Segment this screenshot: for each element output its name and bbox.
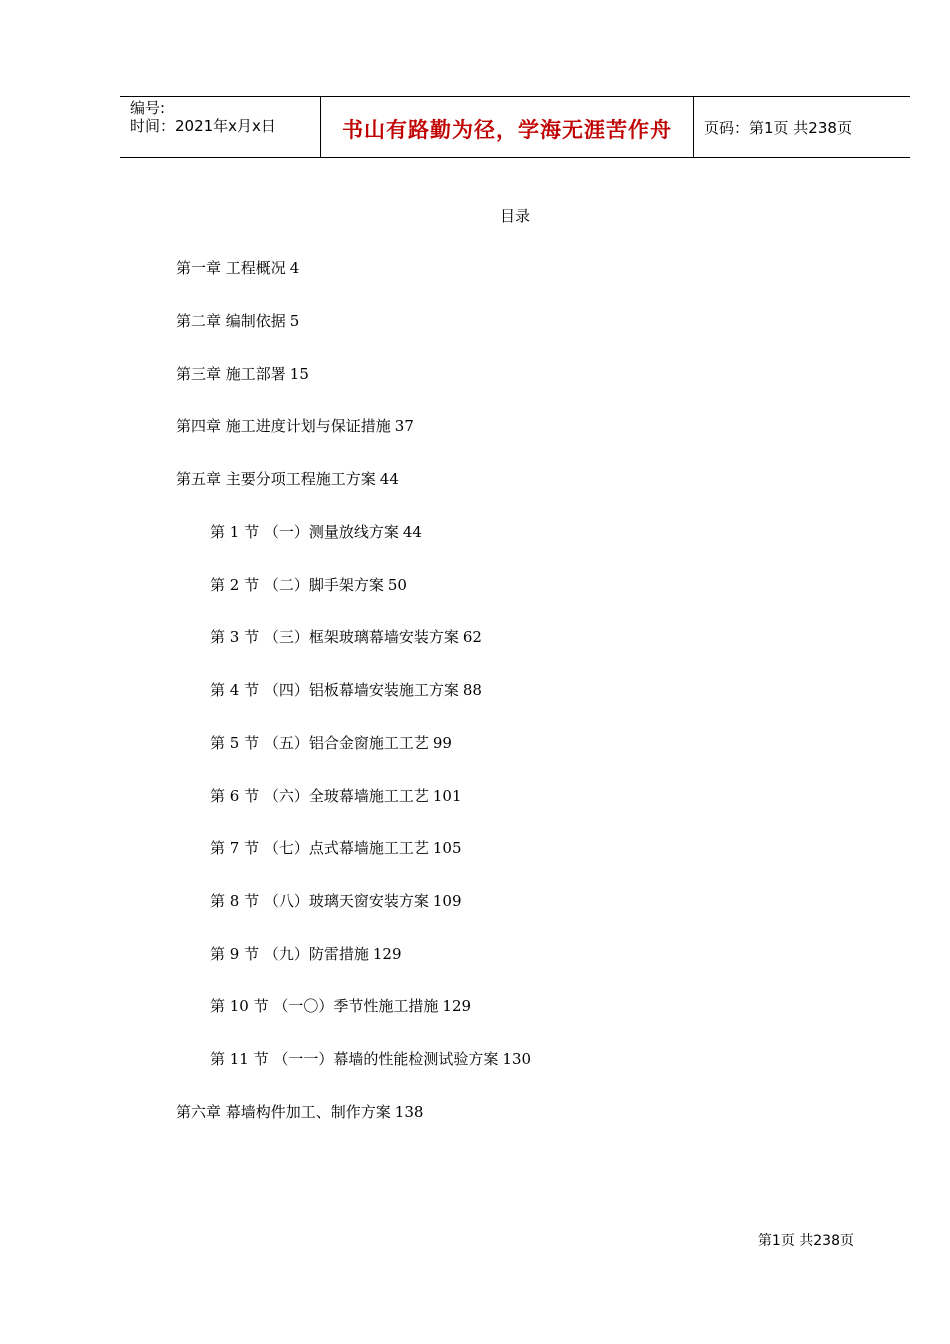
toc-entry-label: 第二章 编制依据 (176, 312, 286, 330)
header-page-cell (694, 97, 910, 157)
toc-entry-page: 4 (289, 259, 300, 277)
toc-entry-page: 50 (387, 576, 407, 594)
toc-entry-label: 第 11 节 （一一）幕墙的性能检测试验方案 (210, 1050, 499, 1068)
toc-entry-label: 第五章 主要分项工程施工方案 (176, 470, 376, 488)
toc-entry-label: 第 9 节 （九）防雷措施 (210, 945, 369, 963)
toc-title: 目录 (499, 207, 530, 225)
toc-entry-label: 第六章 幕墙构件加工、制作方案 (176, 1103, 391, 1121)
document-header (120, 96, 910, 158)
header-motto: 书山有路勤为径，学海无涯苦作舟 (342, 118, 672, 142)
toc-entry-page: 109 (432, 892, 462, 910)
toc-entry-page: 88 (462, 681, 482, 699)
toc-entry-label: 第 10 节 （一〇）季节性施工措施 (210, 997, 439, 1015)
toc-entry-page: 44 (379, 470, 399, 488)
header-page-label: 页码：第1页 共238页 (704, 119, 852, 137)
toc-entry-label: 第 6 节 （六）全玻幕墙施工工艺 (210, 787, 429, 805)
header-motto-cell (321, 97, 694, 157)
toc-entry-page: 130 (502, 1050, 532, 1068)
header-meta-cell (120, 97, 321, 157)
document-number-label: 编号: (130, 99, 166, 117)
toc-entry-label: 第一章 工程概况 (176, 259, 286, 277)
toc-entry-page: 129 (442, 997, 472, 1015)
toc-entry-label: 第 4 节 （四）铝板幕墙安装施工方案 (210, 681, 459, 699)
toc-entry-page: 129 (372, 945, 402, 963)
page-footer: 第1页 共238页 (757, 1233, 854, 1249)
toc-entry-page: 138 (394, 1103, 424, 1121)
toc-entry-label: 第 2 节 （二）脚手架方案 (210, 576, 384, 594)
toc-entry-label: 第 1 节 （一）测量放线方案 (210, 523, 399, 541)
toc-entry-page: 37 (394, 417, 414, 435)
toc-entry-label: 第三章 施工部署 (176, 365, 286, 383)
toc-entry-label: 第 5 节 （五）铝合金窗施工工艺 (210, 734, 429, 752)
toc-entry-label: 第 3 节 （三）框架玻璃幕墙安装方案 (210, 628, 459, 646)
toc-entry-label: 第四章 施工进度计划与保证措施 (176, 417, 391, 435)
toc-entry-page: 15 (289, 365, 309, 383)
toc-entry-label: 第 8 节 （八）玻璃天窗安装方案 (210, 892, 429, 910)
toc-entry-page: 99 (432, 734, 452, 752)
toc-entry-label: 第 7 节 （七）点式幕墙施工工艺 (210, 839, 429, 857)
document-time-label: 时间：2021年x月x日 (130, 117, 276, 135)
toc-entry-page: 62 (462, 628, 482, 646)
toc-entry-page: 105 (432, 839, 462, 857)
toc-entry-page: 5 (289, 312, 300, 330)
toc-entry-page: 44 (402, 523, 422, 541)
toc-entry-page: 101 (432, 787, 462, 805)
